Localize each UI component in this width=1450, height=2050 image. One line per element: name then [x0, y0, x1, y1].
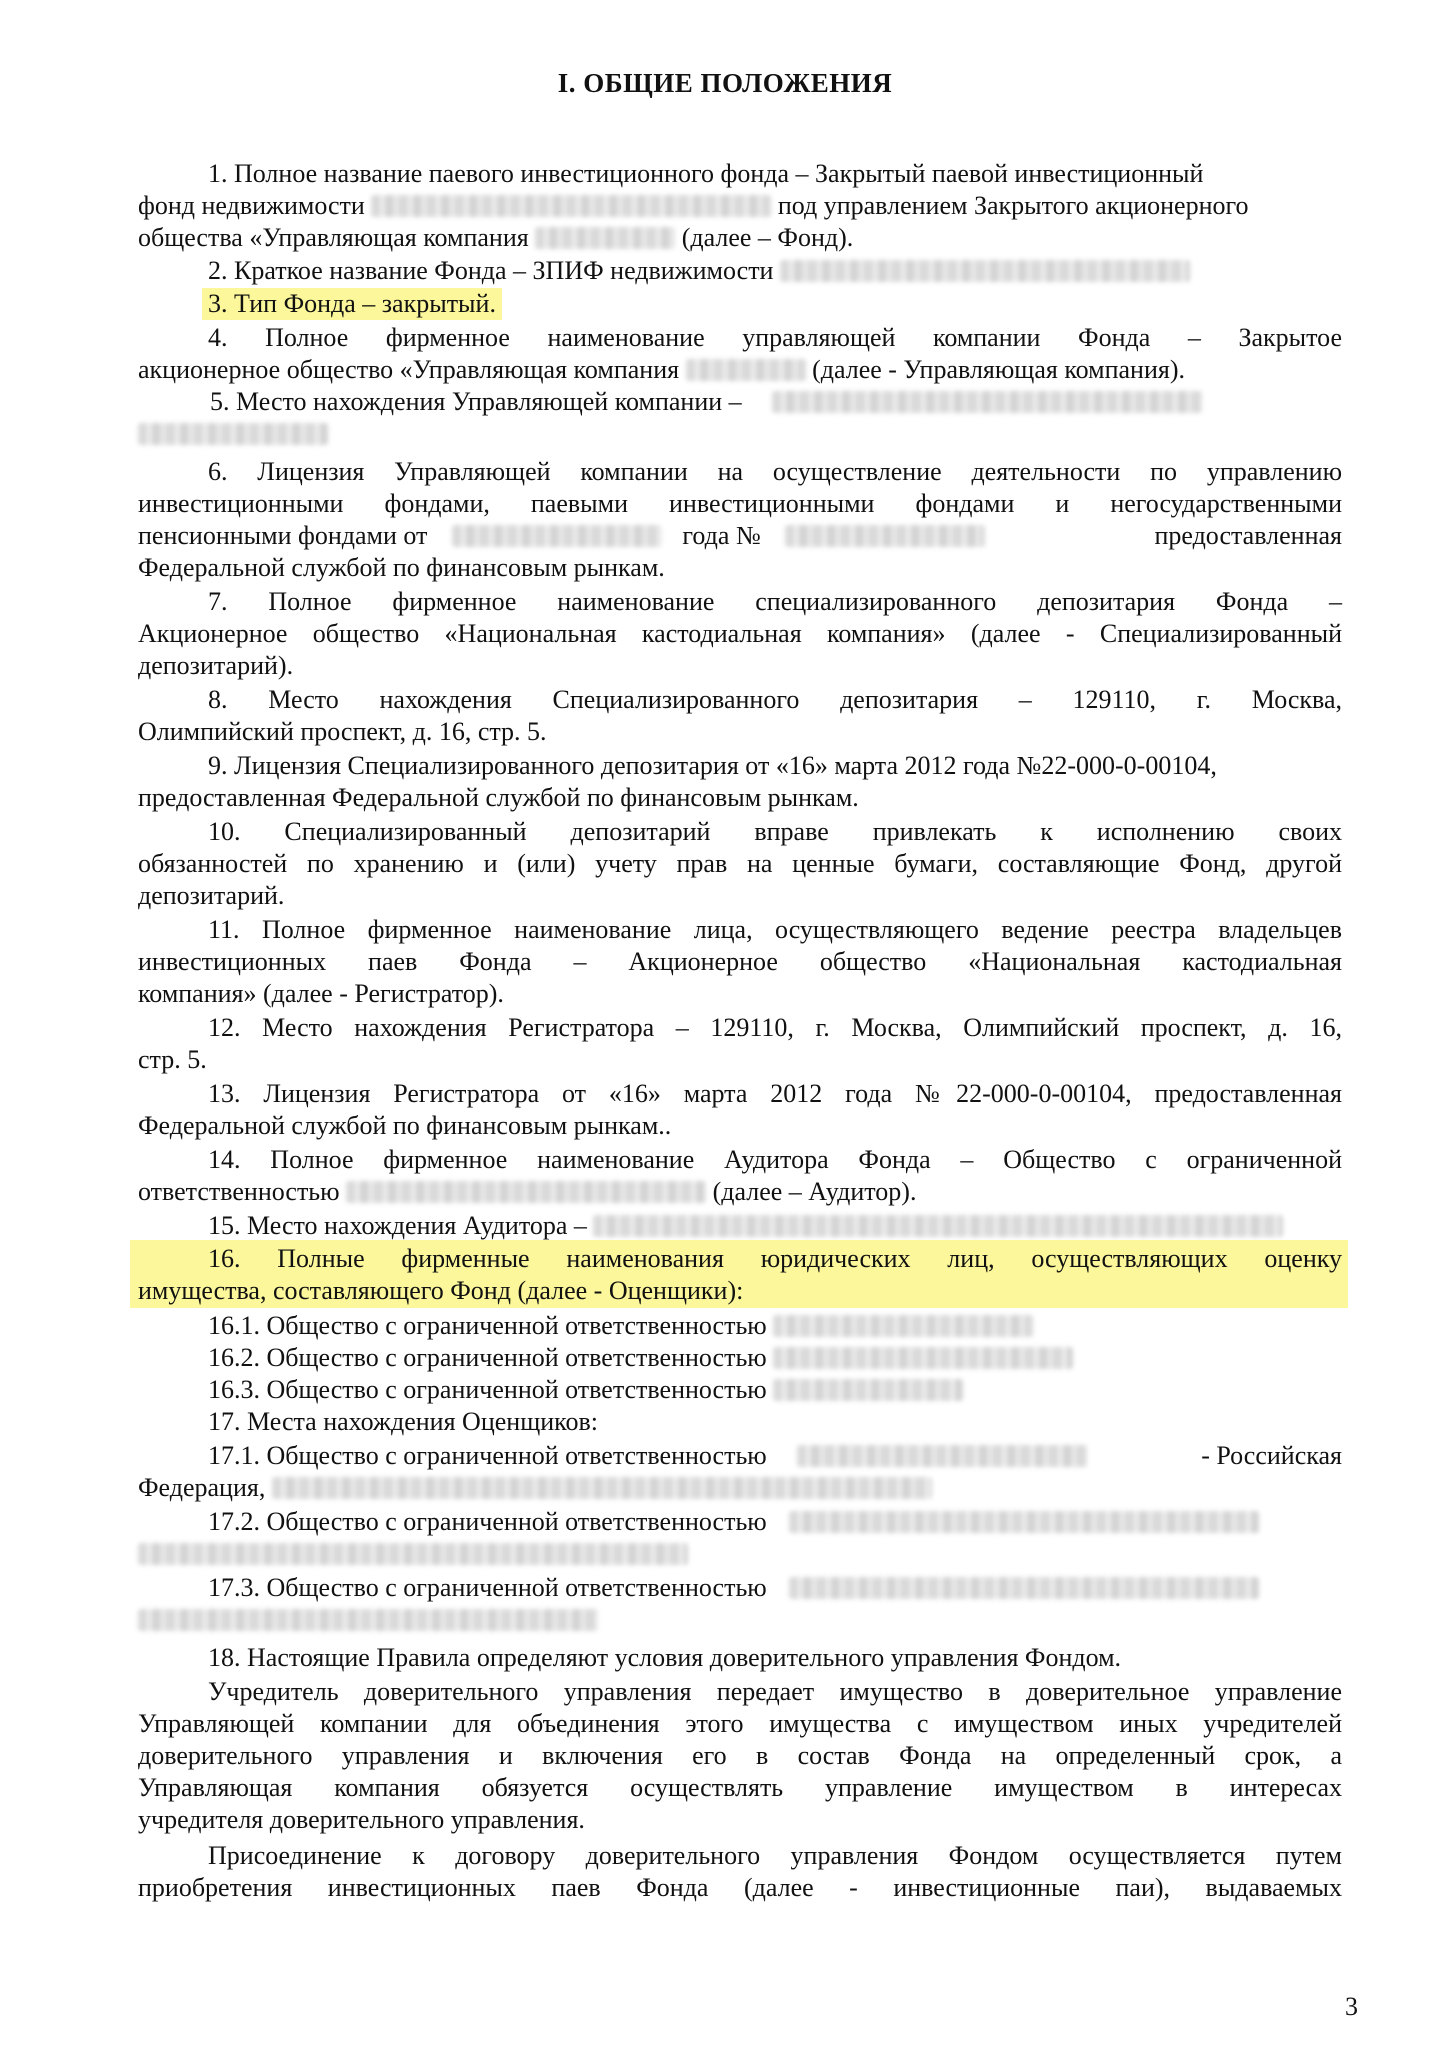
text-line: доверительного управления и включения его в состав Фонда на определенный срок, а	[138, 1741, 1342, 1770]
page-number: 3	[1345, 1992, 1358, 2021]
text-line: 13. Лицензия Регистратора от «16» марта 2012 года №22-000-0-00104, предоставленная	[208, 1079, 1342, 1108]
text-line: депозитарий).	[138, 651, 294, 680]
section-heading: I. ОБЩИЕ ПОЛОЖЕНИЯ	[557, 68, 893, 98]
text-line: имущества, составляющего Фонд (далее - Оценщики):	[138, 1276, 744, 1305]
redacted-text	[686, 359, 806, 381]
redacted-text	[272, 1477, 932, 1499]
text-line: 1. Полное название паевого инвестиционного фонда – Закрытый паевой инвестиционный	[208, 159, 1204, 188]
text-line	[138, 418, 328, 450]
text-line: 17.2. Общество с ограниченной ответственностью	[208, 1506, 1259, 1538]
text-line: Федерация,	[138, 1472, 932, 1504]
text-line: 5. Место нахождения Управляющей компании –	[210, 386, 1202, 418]
text-line: общества «Управляющая компания (далее – Фонд).	[138, 223, 854, 252]
text-line: Федеральной службой по финансовым рынкам..	[138, 1111, 672, 1140]
text-line: инвестиционных паев Фонда – Акционерное общество «Национальная кастодиальная	[138, 947, 1342, 976]
text-line: 11. Полное фирменное наименование лица, осуществляющего ведение реестра владельцев	[208, 915, 1342, 944]
text-line: учредителя доверительного управления.	[138, 1805, 585, 1834]
redacted-text	[138, 423, 328, 445]
redacted-text	[772, 391, 1202, 413]
text-line: предоставленная Федеральной службой по финансовым рынкам.	[138, 783, 859, 812]
text-line: инвестиционными фондами, паевыми инвестиционными фондами и негосударственными	[138, 489, 1342, 518]
redacted-text	[789, 1511, 1259, 1533]
redacted-text	[138, 1609, 598, 1631]
text-line: компания» (далее - Регистратор).	[138, 979, 504, 1008]
text-line: депозитарий.	[138, 881, 285, 910]
text-line: Олимпийский проспект, д. 16, стр. 5.	[138, 717, 547, 746]
redacted-text	[789, 1577, 1259, 1599]
text-line	[138, 1604, 598, 1636]
text-line: Присоединение к договору доверительного управления Фондом осуществляется путем	[208, 1841, 1342, 1870]
text-line: 9. Лицензия Специализированного депозитария от «16» марта 2012 года №22-000-0-00104,	[208, 751, 1217, 780]
text-line: 17.3. Общество с ограниченной ответственностью	[208, 1572, 1259, 1604]
redacted-text	[773, 1379, 963, 1401]
text-line: фонд недвижимости под управлением Закрытого акционерного	[138, 191, 1249, 220]
text-line	[138, 1538, 688, 1570]
text-line: приобретения инвестиционных паев Фонда (далее - инвестиционные паи), выдаваемых	[138, 1873, 1342, 1902]
text-line: 8. Место нахождения Специализированного депозитария – 129110, г. Москва,	[208, 685, 1342, 714]
text-line: 16.1. Общество с ограниченной ответственностью	[208, 1310, 1033, 1342]
text-line: Управляющей компании для объединения этого имущества с имуществом иных учредителей	[138, 1709, 1342, 1738]
text-line: Акционерное общество «Национальная кастодиальная компания» (далее - Специализированный	[138, 619, 1342, 648]
text-line: пенсионными фондами от года № предоставленная	[138, 521, 1342, 550]
redacted-text	[138, 1543, 688, 1565]
highlighted-line-fund-type: 3. Тип Фонда – закрытый.	[202, 288, 502, 320]
text-line: 17. Места нахождения Оценщиков:	[208, 1407, 598, 1436]
text-line: 14. Полное фирменное наименование Аудитора Фонда – Общество с ограниченной	[208, 1145, 1342, 1174]
redacted-text	[773, 1315, 1033, 1337]
redacted-text	[785, 525, 985, 547]
redacted-text	[797, 1445, 1087, 1467]
redacted-text	[773, 1347, 1073, 1369]
redacted-text	[593, 1215, 1283, 1237]
text-line: 17.1. Общество с ограниченной ответственностью - Российская	[208, 1441, 1342, 1470]
text-line: 16.2. Общество с ограниченной ответственностью	[208, 1342, 1073, 1374]
text-line: 2. Краткое название Фонда – ЗПИФ недвижимости	[208, 255, 1190, 287]
redacted-text	[452, 525, 662, 547]
redacted-text	[780, 260, 1190, 282]
text-line: Управляющая компания обязуется осуществлять управление имуществом в интересах	[138, 1773, 1342, 1802]
text-line: стр. 5.	[138, 1045, 207, 1074]
text-line: Федеральной службой по финансовым рынкам.	[138, 553, 665, 582]
text-line: 18. Настоящие Правила определяют условия доверительного управления Фондом.	[208, 1643, 1122, 1672]
redacted-text	[371, 195, 771, 217]
text-line: 10. Специализированный депозитарий вправе привлекать к исполнению своих	[208, 817, 1342, 846]
text-line: 16. Полные фирменные наименования юридических лиц, осуществляющих оценку	[208, 1244, 1342, 1273]
text-line: 15. Место нахождения Аудитора –	[208, 1210, 1283, 1242]
text-line: 6. Лицензия Управляющей компании на осуществление деятельности по управлению	[208, 457, 1342, 486]
text-line: 16.3. Общество с ограниченной ответственностью	[208, 1374, 963, 1406]
text-line: 12. Место нахождения Регистратора – 129110, г. Москва, Олимпийский проспект, д. 16,	[208, 1013, 1342, 1042]
text-line: обязанностей по хранению и (или) учету прав на ценные бумаги, составляющие Фонд, другой	[138, 849, 1342, 878]
text-line: 4. Полное фирменное наименование управляющей компании Фонда – Закрытое	[208, 323, 1342, 352]
text-line: ответственностью (далее – Аудитор).	[138, 1177, 917, 1206]
text-line: акционерное общество «Управляющая компания (далее - Управляющая компания).	[138, 355, 1185, 384]
redacted-text	[535, 227, 675, 249]
text-line: 7. Полное фирменное наименование специализированного депозитария Фонда –	[208, 587, 1342, 616]
text-line: Учредитель доверительного управления передает имущество в доверительное управление	[208, 1677, 1342, 1706]
redacted-text	[346, 1181, 706, 1203]
